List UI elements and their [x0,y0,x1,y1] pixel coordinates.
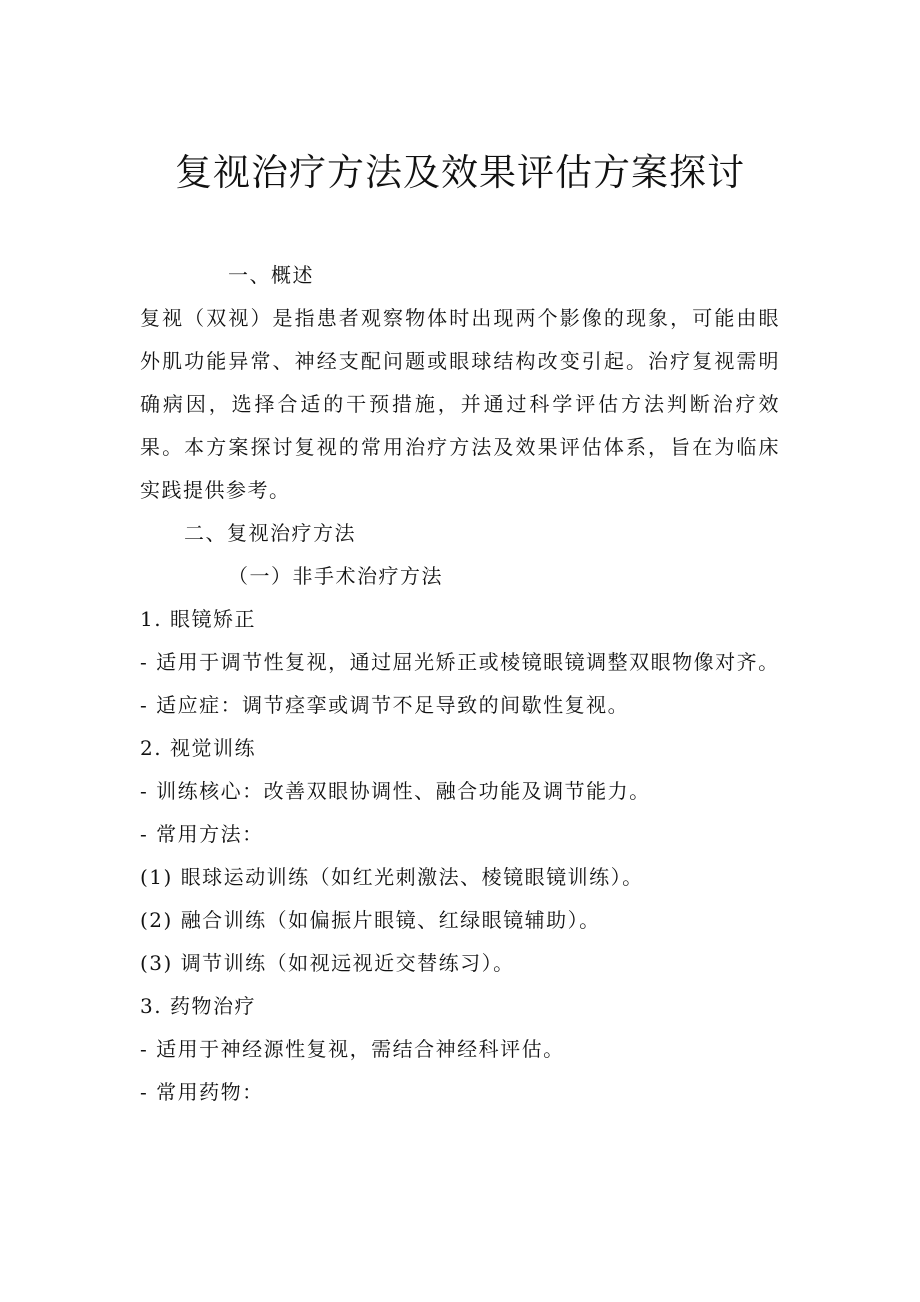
item-heading-vision-training: 2. 视觉训练 [140,736,256,760]
document-body [140,254,780,1114]
item-line: - 适用于神经源性复视，需结合神经科评估。 [140,1037,565,1061]
sub-item: (2) 融合训练（如偏振片眼镜、红绿眼镜辅助）。 [140,908,601,932]
section-heading-overview: 一、概述 [228,263,314,287]
item-line: - 适用于调节性复视，通过屈光矫正或棱镜眼镜调整双眼物像对齐。 [140,650,780,674]
item-line: - 常用药物： [140,1080,264,1104]
document-title: 复视治疗方法及效果评估方案探讨 [175,151,745,194]
item-line: - 适应症：调节痉挛或调节不足导致的间歇性复视。 [140,693,630,717]
section-heading-methods: 二、复视治疗方法 [184,521,356,545]
item-line: - 训练核心：改善双眼协调性、融合功能及调节能力。 [140,779,651,803]
overview-paragraph: 复视（双视）是指患者观察物体时出现两个影像的现象，可能由眼外肌功能异常、神经支配问题或眼球结构改变引起。治疗复视需明确病因，选择合适的干预措施，并通过科学评估方法判断治疗效果。本方案探讨复视的常用治疗方法及效果评估体系，旨在为临床实践提供参考。 [140,306,780,502]
item-heading-medication: 3. 药物治疗 [140,994,256,1018]
item-heading-glasses: 1. 眼镜矫正 [140,607,256,631]
sub-item: (3) 调节训练（如视远视近交替练习）。 [140,951,515,975]
sub-item: (1) 眼球运动训练（如红光刺激法、棱镜眼镜训练）。 [140,865,644,889]
subsection-heading-nonsurgical: （一）非手术治疗方法 [228,564,443,588]
item-line: - 常用方法： [140,822,264,846]
